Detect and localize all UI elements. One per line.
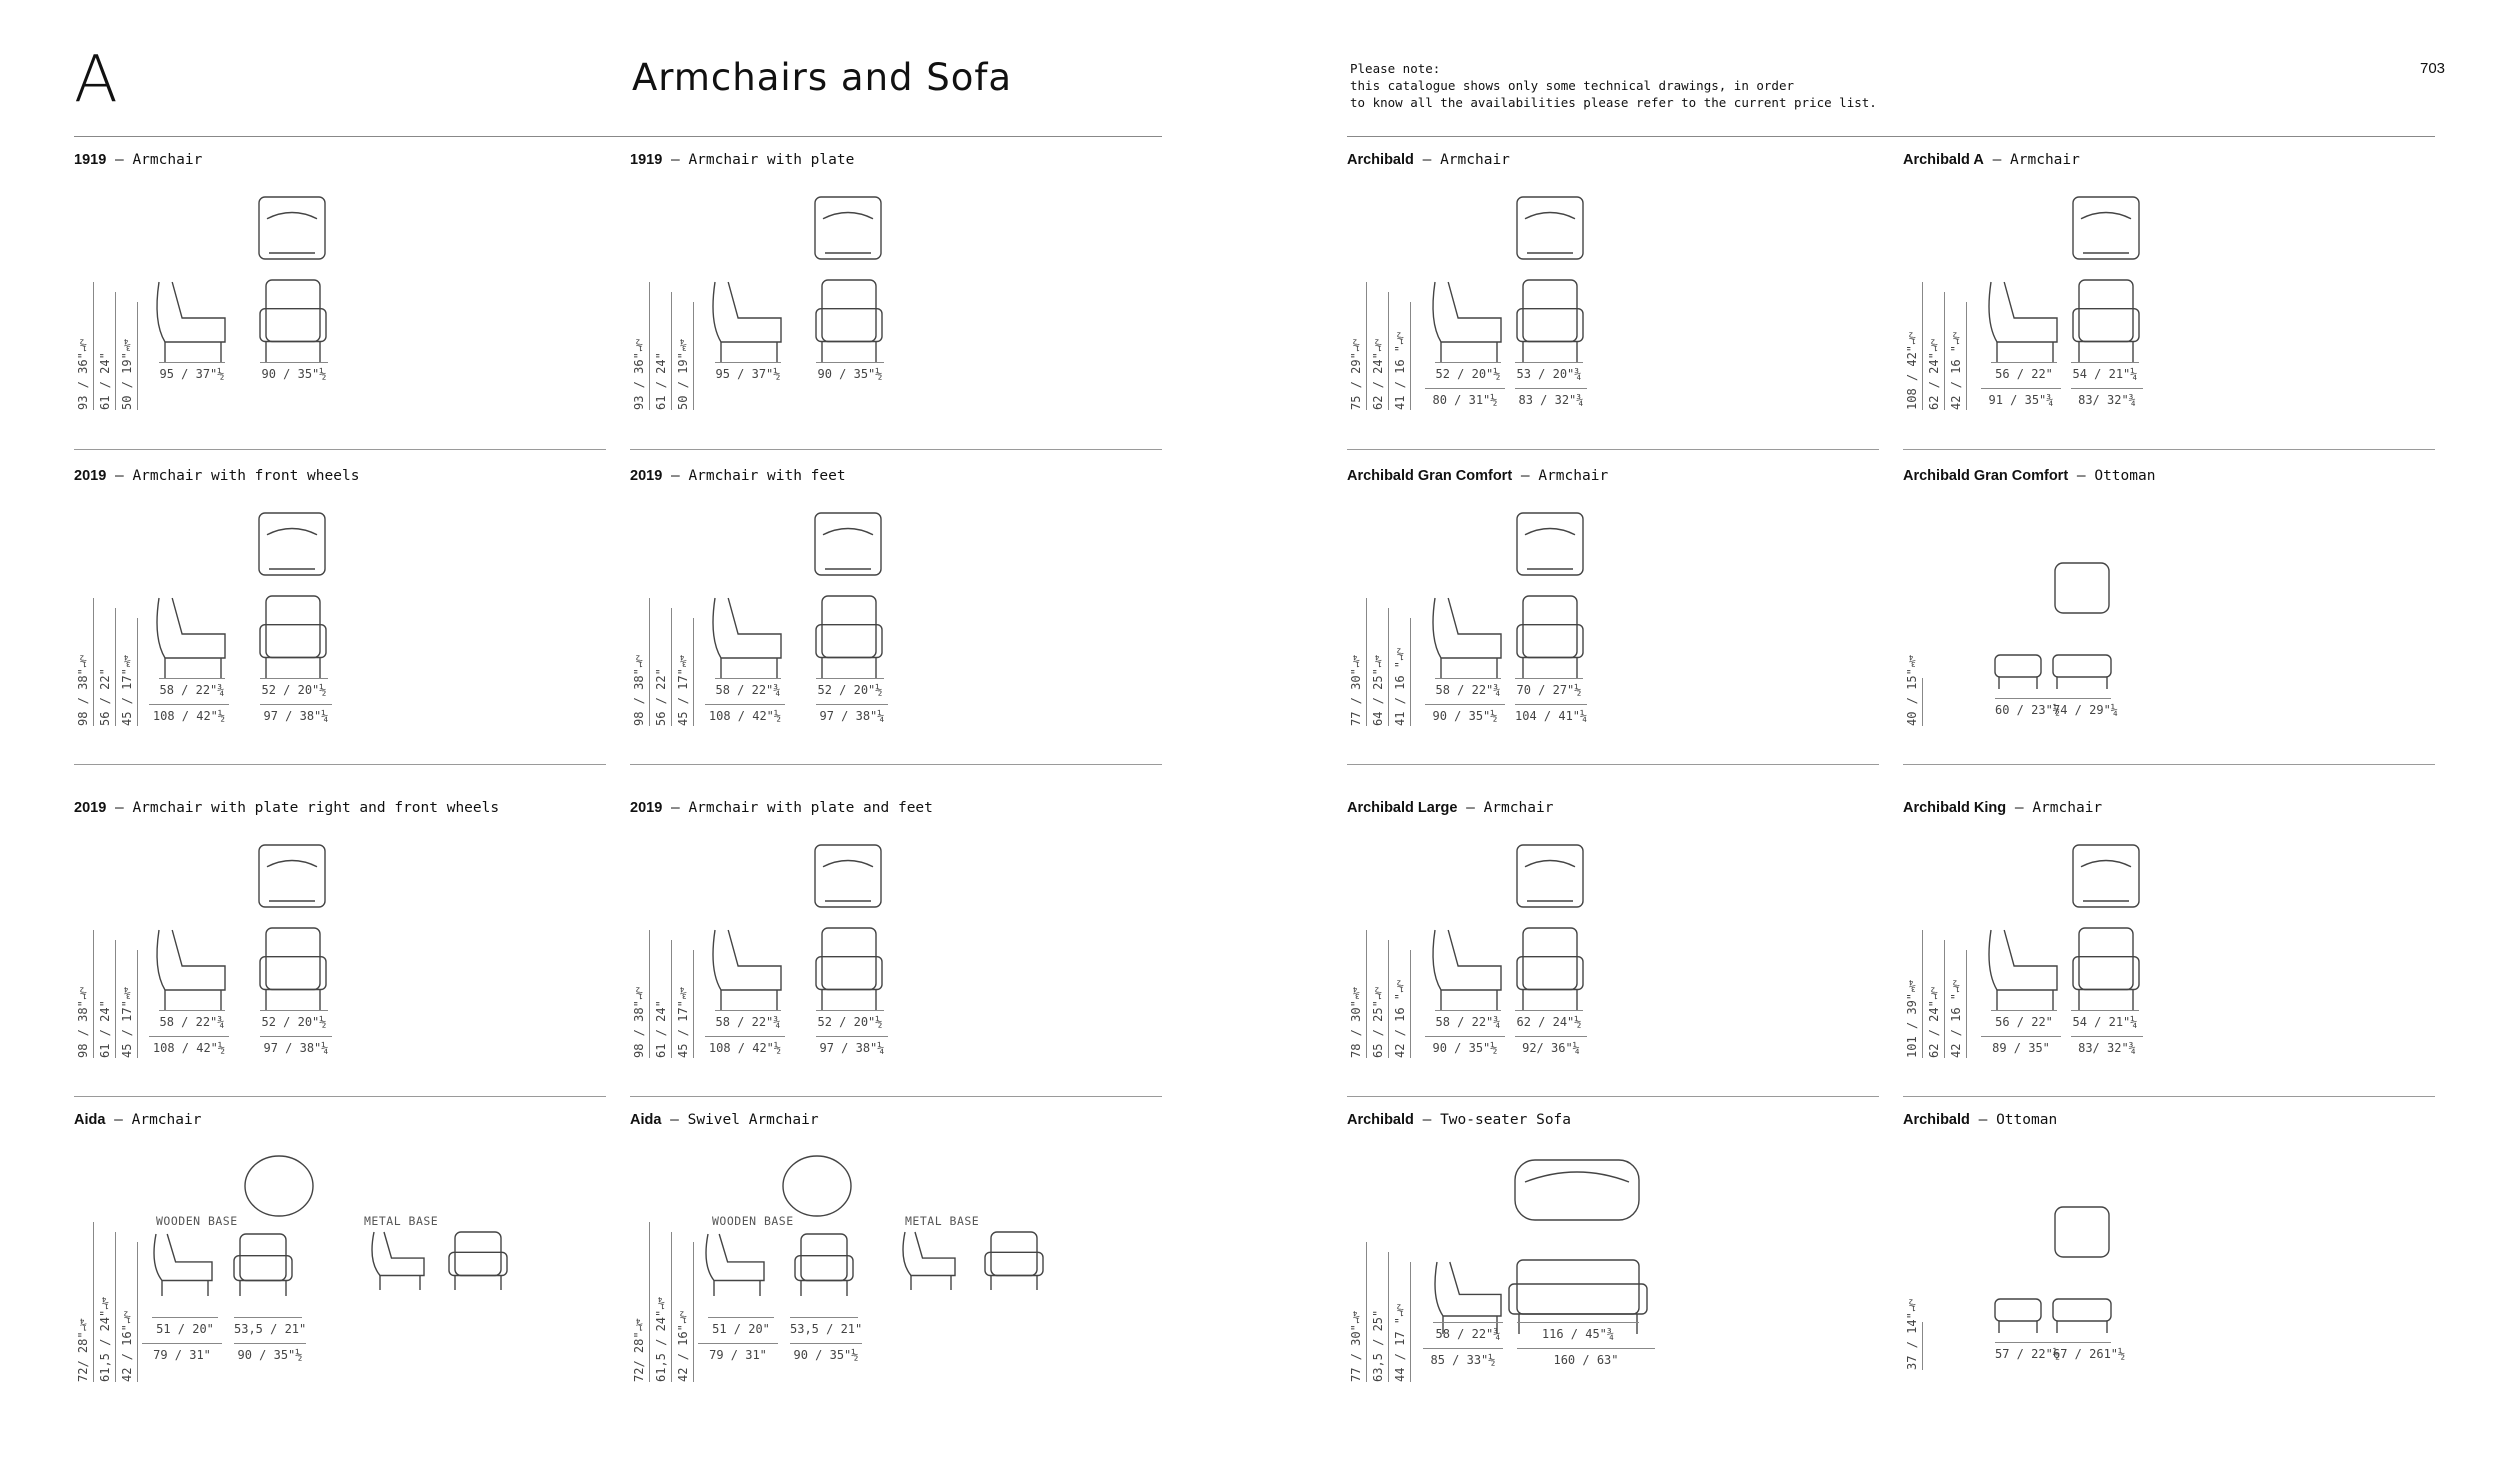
height-dimensions	[1905, 930, 1967, 1058]
width-dimension: 90 / 35"½	[260, 362, 328, 381]
depth-dimension: 104 / 41"¼	[1515, 704, 1587, 723]
width-dimension: 53,5 / 21"	[234, 1317, 302, 1336]
depth-dimension: 90 / 35"½	[790, 1343, 862, 1362]
depth-dimension: 79 / 31"	[698, 1343, 778, 1362]
depth-dimension: 108 / 42"½	[705, 704, 785, 723]
product-name: Archibald	[1347, 1112, 1414, 1128]
height-dimension: 41 / 16 "½	[1393, 618, 1411, 726]
height-dimension: 64 / 25"¼	[1371, 608, 1389, 726]
product-name: Archibald Gran Comfort	[1903, 468, 2069, 484]
width-dimension: 56 / 22"	[1991, 362, 2057, 381]
height-dimension: 98 / 38"½	[632, 598, 650, 726]
width-dimension: 54 / 21"¼	[2071, 1010, 2139, 1029]
width-dimension: 56 / 22"	[1991, 1010, 2057, 1029]
height-dimensions	[1349, 598, 1411, 726]
height-dimension: 98 / 38"½	[632, 930, 650, 1058]
depth-dimension: 90 / 35"½	[1425, 1036, 1505, 1055]
width-dimension: 90 / 35"½	[816, 362, 884, 381]
product-entry	[1903, 800, 2438, 1100]
product-description: — Swivel Armchair	[661, 1112, 819, 1128]
height-dimensions	[76, 282, 138, 410]
product-description: — Armchair	[106, 152, 203, 168]
depth-dimension: 83/ 32"¾	[2071, 388, 2143, 407]
height-dimension: 108 / 42"½	[1905, 282, 1923, 410]
width-dimension: 70 / 27"½	[1515, 678, 1583, 697]
width-dimension: 116 / 45"¾	[1517, 1322, 1639, 1341]
height-dimensions	[1905, 1298, 1923, 1370]
height-dimension: 62 / 24"½	[1927, 292, 1945, 410]
height-dimension: 62 / 24"½	[1927, 940, 1945, 1058]
height-dimension: 98 / 38"½	[76, 598, 94, 726]
width-dimension: 54 / 21"¼	[2071, 362, 2139, 381]
product-entry	[630, 800, 1165, 1100]
height-dimension: 61 / 24"	[98, 292, 116, 410]
product-name: Aida	[74, 1112, 106, 1128]
width-dimension: 52 / 20"½	[260, 1010, 328, 1029]
note-line: this catalogue shows only some technical drawings, in order	[1350, 78, 1795, 93]
product-entry	[630, 1112, 1165, 1412]
product-description: — Armchair with plate right and front wheels	[106, 800, 500, 816]
product-description: — Armchair with front wheels	[106, 468, 360, 484]
depth-dimension: 79 / 31"	[142, 1343, 222, 1362]
product-description: — Armchair	[105, 1112, 202, 1128]
product-name: Archibald	[1903, 1112, 1970, 1128]
height-dimension: 42 / 16 "½	[1393, 950, 1411, 1058]
header-rule-right	[1347, 136, 2435, 137]
height-dimension: 72/ 28"¼	[632, 1222, 650, 1382]
note-line: to know all the availabilities please refer to the current price list.	[1350, 95, 1877, 110]
product-description: — Armchair	[1512, 468, 1609, 484]
product-name: Archibald	[1347, 152, 1414, 168]
width-dimension: 95 / 37"½	[159, 362, 225, 381]
product-name: 2019	[74, 468, 107, 484]
height-dimension: 42 / 16 "½	[1949, 950, 1967, 1058]
width-dimension: 95 / 37"½	[715, 362, 781, 381]
product-description: — Armchair	[1983, 152, 2080, 168]
product-description: — Armchair	[1457, 800, 1554, 816]
depth-dimension: 91 / 35"¾	[1981, 388, 2061, 407]
height-dimensions	[76, 930, 138, 1058]
width-dimension: 58 / 22"¾	[159, 678, 225, 697]
width-dimension: 52 / 20"½	[816, 678, 884, 697]
product-description: — Ottoman	[1969, 1112, 2058, 1128]
height-dimensions	[1905, 282, 1967, 410]
page-title: Armchairs and Sofa	[632, 56, 1013, 99]
height-dimension: 77 / 30"¼	[1349, 1242, 1367, 1382]
product-name: 2019	[630, 800, 663, 816]
height-dimension: 44 / 17 "½	[1393, 1262, 1411, 1382]
width-dimension: 60 / 23"½	[1995, 698, 2053, 717]
height-dimensions	[632, 598, 694, 726]
wooden-base-label: WOODEN BASE	[712, 1214, 794, 1228]
width-dimension: 58 / 22"¾	[715, 678, 781, 697]
depth-dimension: 108 / 42"½	[149, 704, 229, 723]
height-dimensions	[76, 598, 138, 726]
height-dimension: 42 / 16"½	[120, 1242, 138, 1382]
section-letter: A	[74, 43, 118, 117]
product-entry	[1347, 1112, 1882, 1412]
height-dimension: 56 / 22"	[98, 608, 116, 726]
product-entry	[630, 152, 1165, 452]
height-dimension: 61,5 / 24"¼	[98, 1232, 116, 1382]
metal-base-label: METAL BASE	[905, 1214, 980, 1228]
depth-dimension: 89 / 35"	[1981, 1036, 2061, 1055]
height-dimensions	[1349, 1242, 1411, 1382]
product-name: 2019	[630, 468, 663, 484]
width-dimension: 58 / 22"¾	[1433, 1322, 1503, 1341]
height-dimension: 61,5 / 24"¼	[654, 1232, 672, 1382]
height-dimension: 77 / 30"¼	[1349, 598, 1367, 726]
header-rule-left	[74, 136, 1162, 137]
width-dimension: 67 / 261"½	[2053, 1342, 2111, 1361]
height-dimension: 37 / 14"½	[1905, 1322, 1923, 1370]
product-description: — Armchair with feet	[662, 468, 846, 484]
depth-dimension: 97 / 38"¼	[816, 704, 888, 723]
product-entry	[74, 468, 609, 768]
product-entry	[1347, 152, 1882, 452]
product-description: — Armchair	[1413, 152, 1510, 168]
width-dimension: 58 / 22"¾	[159, 1010, 225, 1029]
depth-dimension: 83/ 32"¾	[2071, 1036, 2143, 1055]
height-dimension: 42 / 16 "½	[1949, 302, 1967, 410]
height-dimension: 41 / 16 "½	[1393, 302, 1411, 410]
ottoman-drawing	[1903, 468, 2303, 728]
width-dimension: 52 / 20"½	[816, 1010, 884, 1029]
width-dimension: 58 / 22"¾	[715, 1010, 781, 1029]
product-name: Archibald Large	[1347, 800, 1458, 816]
product-entry	[1347, 468, 1882, 768]
page-number: 703	[2420, 60, 2446, 77]
height-dimension: 98 / 38"½	[76, 930, 94, 1058]
width-dimension: 74 / 29"¼	[2053, 698, 2111, 717]
height-dimension: 50 / 19"¾	[676, 302, 694, 410]
metal-base-label: METAL BASE	[364, 1214, 439, 1228]
catalogue-note	[1350, 60, 1877, 111]
height-dimension: 61 / 24"	[98, 940, 116, 1058]
product-name: 1919	[74, 152, 107, 168]
width-dimension: 53,5 / 21"	[790, 1317, 858, 1336]
height-dimension: 75 / 29"½	[1349, 282, 1367, 410]
depth-dimension: 92/ 36"¼	[1515, 1036, 1587, 1055]
height-dimension: 72/ 28"¼	[76, 1222, 94, 1382]
height-dimension: 62 / 24"½	[1371, 292, 1389, 410]
product-name: Archibald A	[1903, 152, 1984, 168]
depth-dimension: 108 / 42"½	[149, 1036, 229, 1055]
width-dimension: 53 / 20"¾	[1515, 362, 1583, 381]
depth-dimension: 90 / 35"½	[1425, 704, 1505, 723]
product-description: — Armchair	[2006, 800, 2103, 816]
product-entry	[74, 152, 609, 452]
height-dimension: 45 / 17"¾	[120, 950, 138, 1058]
product-description: — Two-seater Sofa	[1413, 1112, 1572, 1128]
wooden-base-label: WOODEN BASE	[156, 1214, 238, 1228]
width-dimension: 58 / 22"¾	[1435, 678, 1501, 697]
height-dimension: 45 / 17"¾	[676, 950, 694, 1058]
height-dimension: 78 / 30"¾	[1349, 930, 1367, 1058]
width-dimension: 52 / 20"½	[260, 678, 328, 697]
product-description: — Armchair with plate and feet	[662, 800, 933, 816]
product-entry	[1903, 468, 2438, 768]
height-dimension: 45 / 17"¾	[676, 618, 694, 726]
note-line: Please note:	[1350, 61, 1441, 76]
depth-dimension: 97 / 38"¼	[816, 1036, 888, 1055]
depth-dimension: 160 / 63"	[1517, 1348, 1655, 1367]
depth-dimension: 80 / 31"½	[1425, 388, 1505, 407]
height-dimension: 93 / 36"½	[632, 282, 650, 410]
width-dimension: 57 / 22"½	[1995, 1342, 2053, 1361]
product-entry	[74, 1112, 609, 1412]
product-entry	[1903, 152, 2438, 452]
height-dimension: 40 / 15"¾	[1905, 678, 1923, 726]
product-name: 2019	[74, 800, 107, 816]
height-dimension: 101 / 39"¾	[1905, 930, 1923, 1058]
ottoman-drawing	[1903, 1112, 2303, 1372]
height-dimension: 61 / 24"	[654, 940, 672, 1058]
depth-dimension: 97 / 38"¼	[260, 704, 332, 723]
height-dimensions	[1905, 654, 1923, 726]
height-dimensions	[1349, 282, 1411, 410]
width-dimension: 52 / 20"½	[1435, 362, 1501, 381]
product-entry	[1347, 800, 1882, 1100]
height-dimension: 93 / 36"½	[76, 282, 94, 410]
height-dimension: 42 / 16"½	[676, 1242, 694, 1382]
product-entry	[74, 800, 609, 1100]
height-dimension: 61 / 24"	[654, 292, 672, 410]
product-entry	[630, 468, 1165, 768]
product-name: Archibald King	[1903, 800, 2007, 816]
height-dimensions	[632, 282, 694, 410]
product-name: 1919	[630, 152, 663, 168]
depth-dimension: 83 / 32"¾	[1515, 388, 1587, 407]
height-dimension: 56 / 22"	[654, 608, 672, 726]
width-dimension: 62 / 24"½	[1515, 1010, 1583, 1029]
depth-dimension: 108 / 42"½	[705, 1036, 785, 1055]
height-dimension: 45 / 17"¾	[120, 618, 138, 726]
depth-dimension: 97 / 38"¼	[260, 1036, 332, 1055]
depth-dimension: 90 / 35"½	[234, 1343, 306, 1362]
height-dimension: 65 / 25"½	[1371, 940, 1389, 1058]
product-description: — Armchair with plate	[662, 152, 855, 168]
height-dimensions	[1349, 930, 1411, 1058]
product-name: Archibald Gran Comfort	[1347, 468, 1513, 484]
product-description: — Ottoman	[2068, 468, 2156, 484]
product-entry	[1903, 1112, 2438, 1412]
depth-dimension: 85 / 33"½	[1423, 1348, 1503, 1367]
height-dimensions	[76, 1222, 138, 1382]
product-name: Aida	[630, 1112, 662, 1128]
width-dimension: 51 / 20"	[708, 1317, 774, 1336]
width-dimension: 58 / 22"¾	[1435, 1010, 1501, 1029]
width-dimension: 51 / 20"	[152, 1317, 218, 1336]
height-dimension: 50 / 19"¾	[120, 302, 138, 410]
height-dimensions	[632, 1222, 694, 1382]
height-dimensions	[632, 930, 694, 1058]
height-dimension: 63,5 / 25"	[1371, 1252, 1389, 1382]
